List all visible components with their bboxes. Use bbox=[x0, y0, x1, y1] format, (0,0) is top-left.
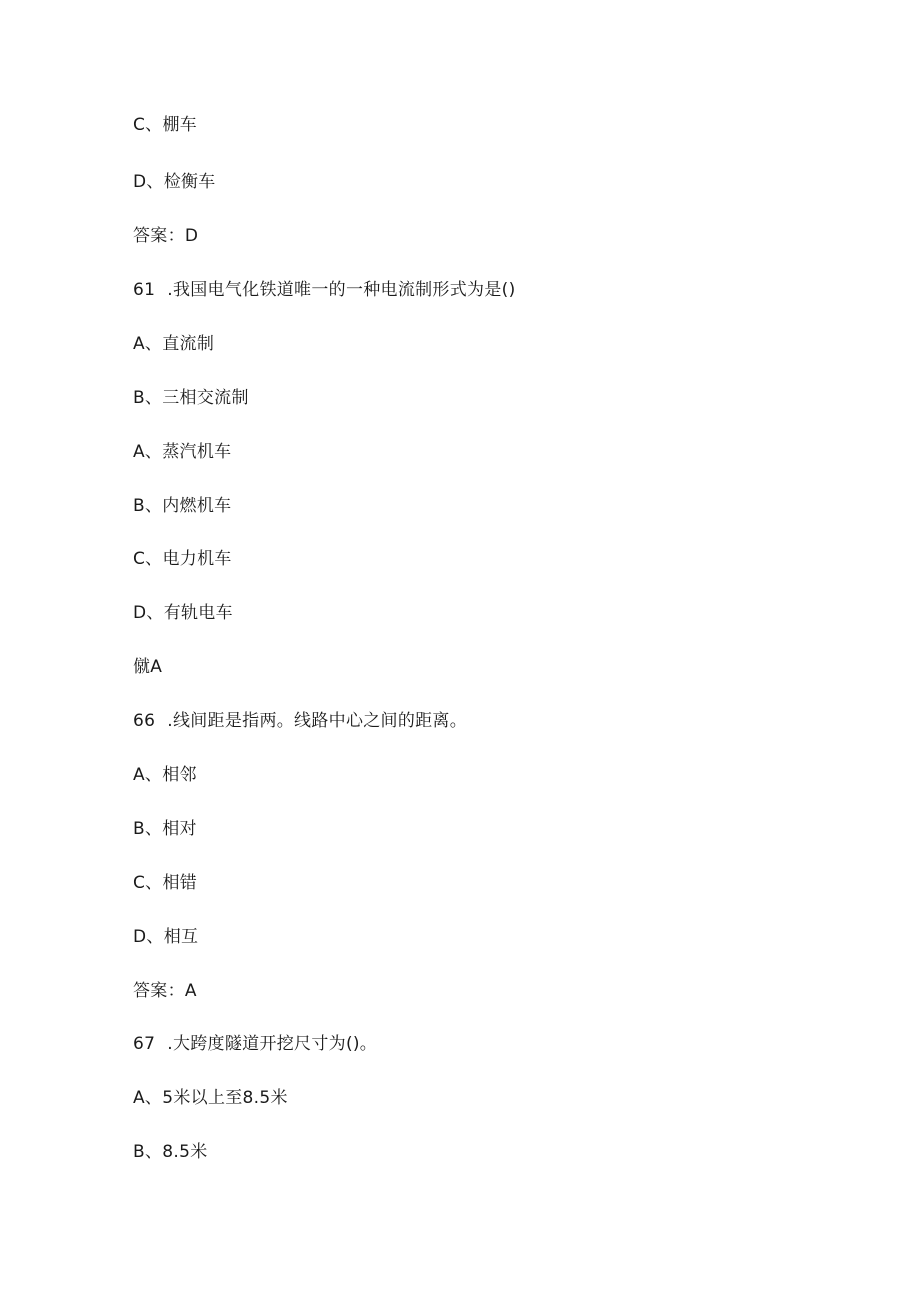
question-66: 66 .线间距是指两。线路中心之间的距离。 bbox=[133, 711, 468, 731]
option-d: D、有轨电车 bbox=[133, 603, 233, 623]
option-a: A、5米以上至8.5米 bbox=[133, 1088, 288, 1108]
answer-line: 答案：D bbox=[133, 226, 199, 246]
option-d: D、检衡车 bbox=[133, 172, 216, 192]
option-a: A、直流制 bbox=[133, 334, 215, 354]
option-b: B、内燃机车 bbox=[133, 496, 232, 516]
option-c: C、电力机车 bbox=[133, 549, 232, 569]
option-d: D、相互 bbox=[133, 927, 199, 947]
option-b: B、三相交流制 bbox=[133, 388, 249, 408]
answer-line: 答案：A bbox=[133, 981, 197, 1001]
option-b: B、8.5米 bbox=[133, 1142, 208, 1162]
option-a: A、蒸汽机车 bbox=[133, 442, 232, 462]
answer-line: 僦A bbox=[133, 657, 163, 677]
option-a: A、相邻 bbox=[133, 765, 197, 785]
question-61: 61 .我国电气化铁道唯一的一种电流制形式为是() bbox=[133, 280, 516, 300]
option-c: C、棚车 bbox=[133, 115, 198, 135]
option-b: B、相对 bbox=[133, 819, 197, 839]
option-c: C、相错 bbox=[133, 873, 198, 893]
question-67: 67 .大跨度隧道开挖尺寸为()。 bbox=[133, 1034, 378, 1054]
